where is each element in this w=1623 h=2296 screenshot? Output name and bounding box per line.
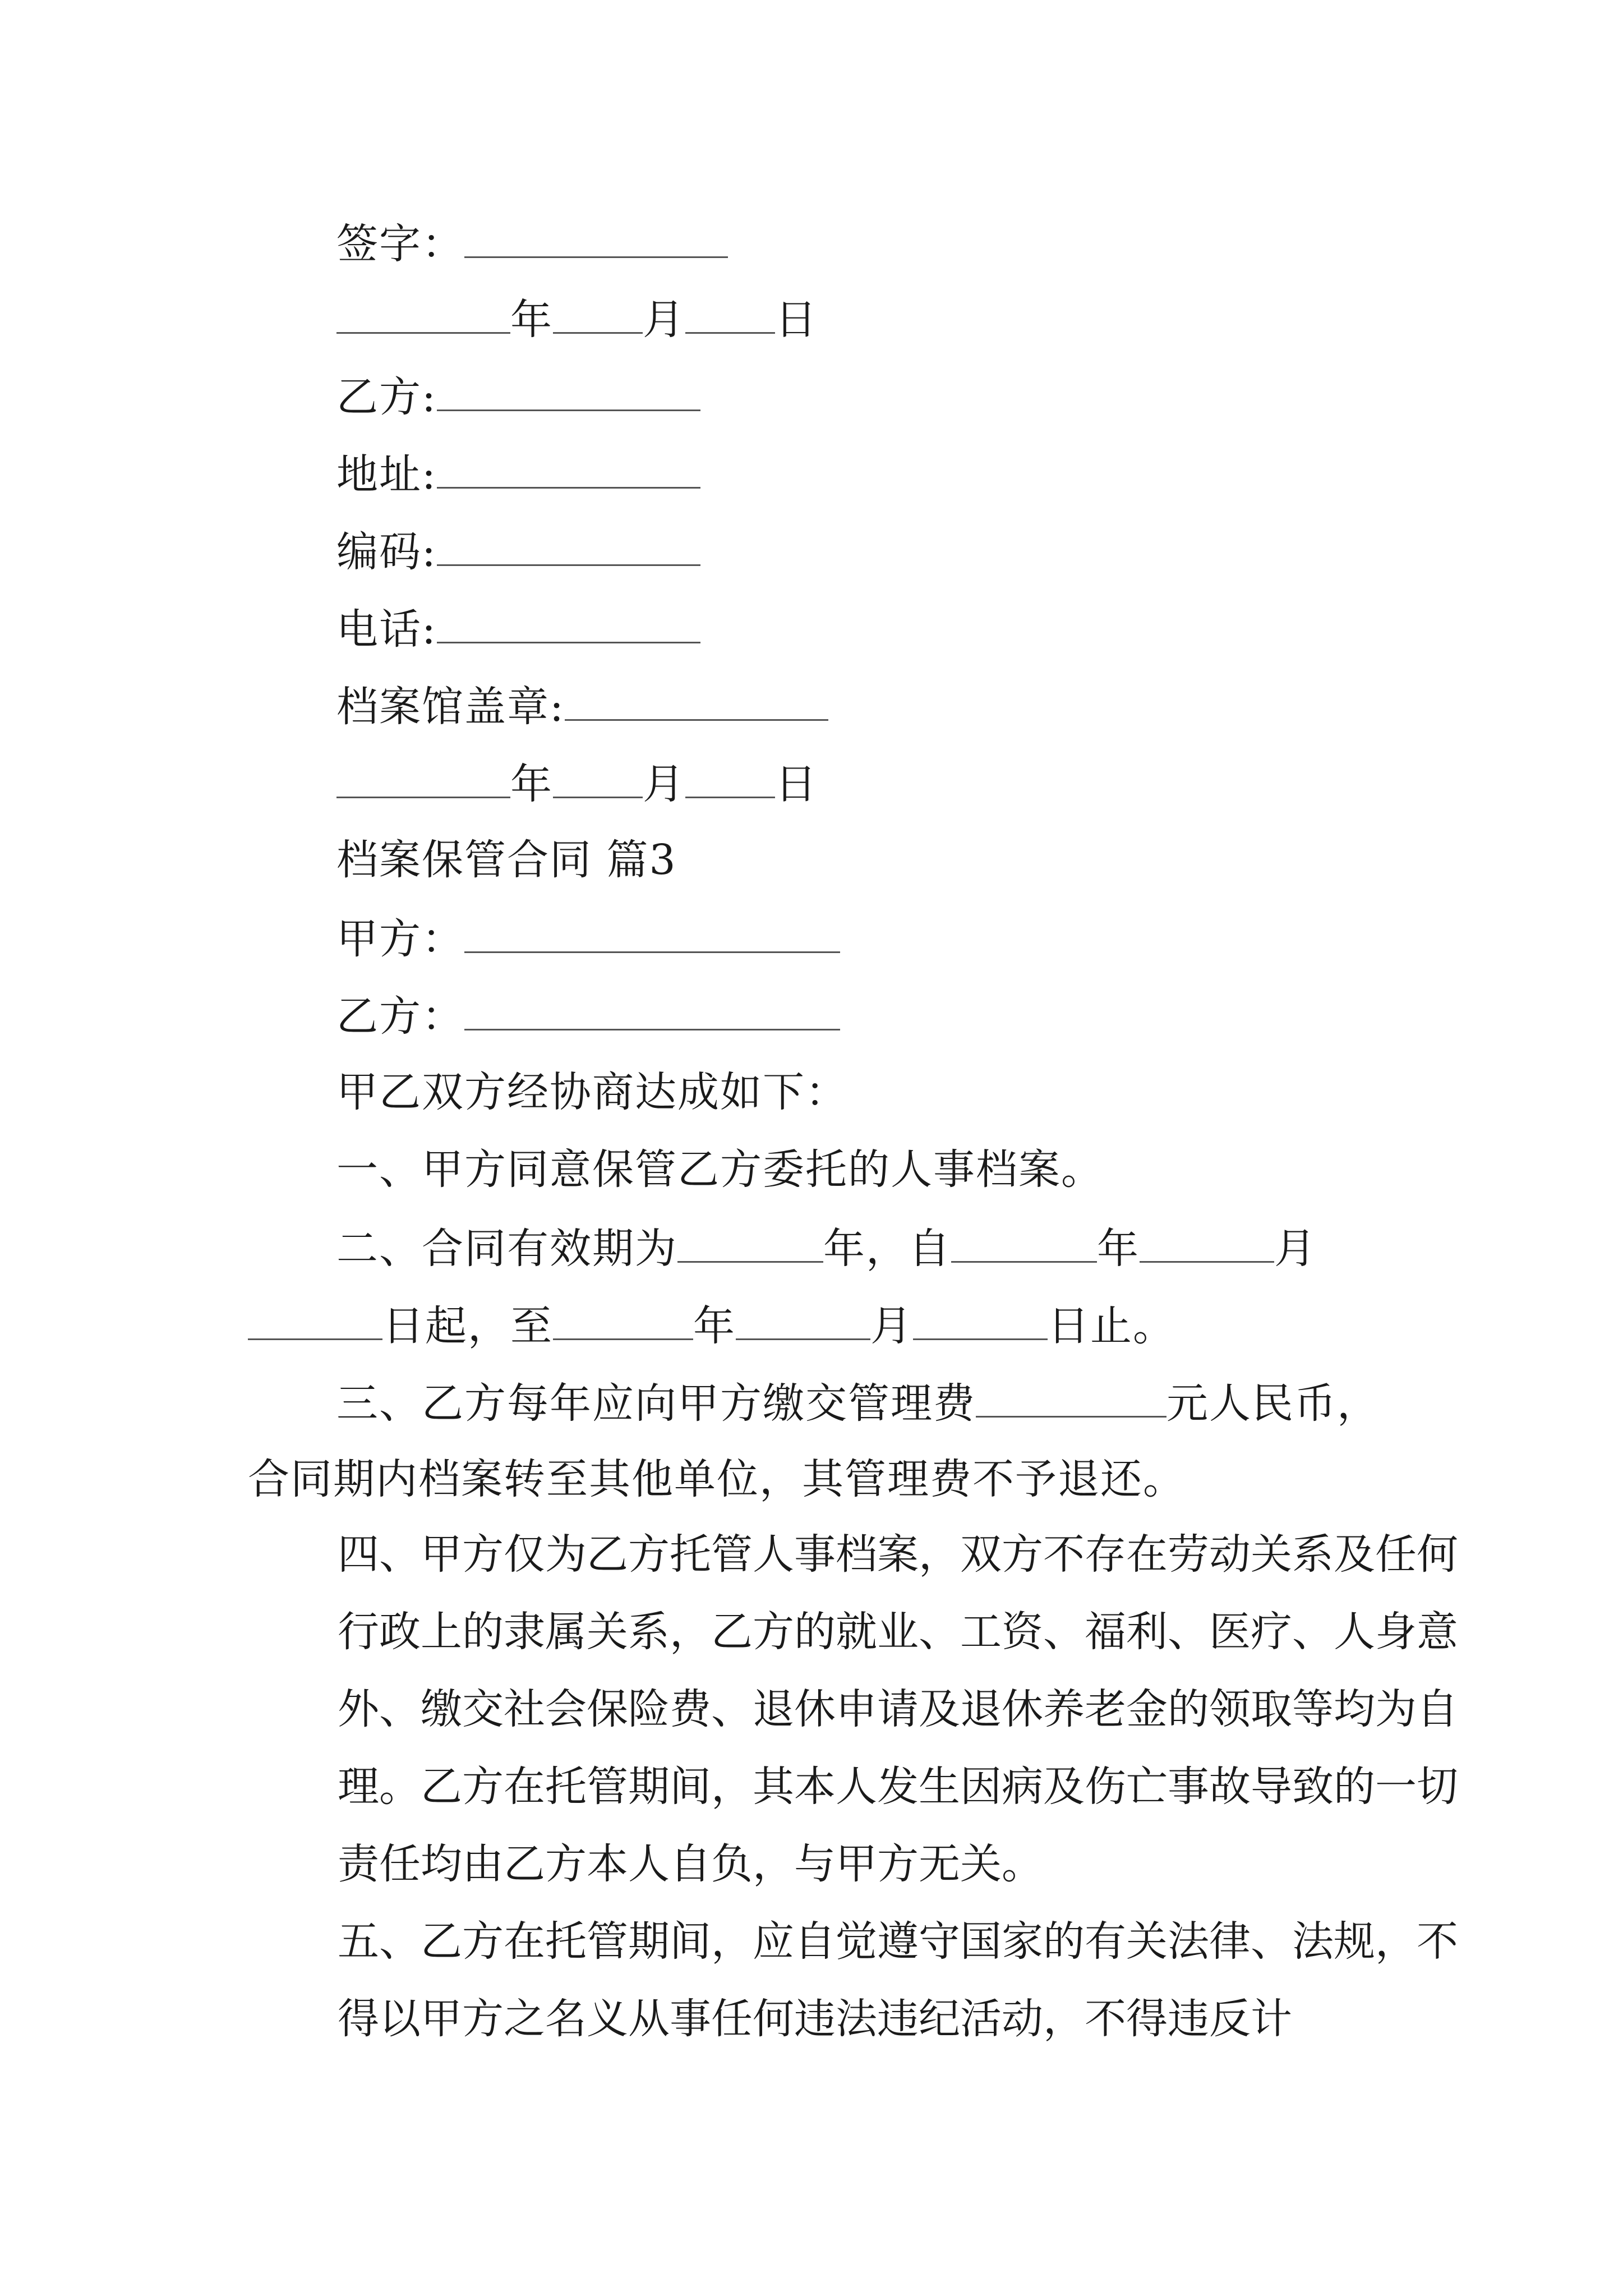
day-blank	[685, 762, 775, 798]
party-b-blank	[464, 994, 840, 1030]
archive-seal-label: 档案馆盖章:	[336, 683, 565, 731]
end-day-blank	[913, 1304, 1048, 1340]
fee-blank	[976, 1381, 1166, 1418]
party-a-label: 甲方：	[336, 915, 464, 963]
year-blank	[336, 762, 510, 798]
address-blank	[437, 452, 700, 489]
party-b-line-2	[336, 992, 840, 1041]
date-line-2	[336, 760, 818, 808]
month-blank	[553, 762, 643, 798]
clause-2-line-2	[248, 1302, 1175, 1350]
postcode-line	[336, 528, 700, 576]
party-b-line	[336, 373, 700, 421]
address-line	[336, 450, 700, 499]
intro-text: 甲乙双方经协商达成如下：	[336, 1068, 848, 1116]
archive-seal-line	[336, 683, 828, 731]
party-b-label: 乙方：	[336, 992, 464, 1041]
day-label: 日	[775, 296, 818, 344]
signature-blank	[464, 222, 728, 258]
clause-4: 四、甲方仅为乙方托管人事档案，双方不存在劳动关系及任何行政上的隶属关系，乙方的就业、工资、福利、医疗、人身意外、缴交社会保险费、退休申请及退休养老金的领取等均为自理。乙方在托管期间，其本人发生因病及伤亡事故导致的一切责任均由乙方本人自负，与甲方无关。	[338, 1530, 1458, 1888]
phone-label: 电话:	[336, 605, 437, 654]
date-line-1	[336, 296, 818, 344]
phone-blank	[437, 607, 700, 643]
month-label: 月	[643, 296, 685, 344]
start-month-blank	[1140, 1226, 1274, 1263]
clause-2-month-end: 月	[870, 1302, 913, 1350]
party-b-label: 乙方:	[336, 373, 437, 421]
clause-3-suffix: 元人民币，	[1166, 1379, 1380, 1428]
address-label: 地址:	[336, 450, 437, 499]
party-b-blank	[437, 375, 700, 411]
clause-1: 一、甲方同意保管乙方委托的人事档案。	[336, 1145, 1104, 1194]
clause-2-year-from: 年，自	[823, 1225, 951, 1273]
clause-3-line-2: 合同期内档案转至其他单位，其管理费不予退还。	[248, 1455, 1186, 1503]
clause-2-end: 日止。	[1048, 1302, 1175, 1350]
signature-label: 签字：	[336, 220, 464, 268]
clause-2-day-start: 日起，至	[382, 1302, 553, 1350]
clause-2-line-1	[336, 1225, 1317, 1273]
year-label: 年	[510, 760, 553, 808]
postcode-blank	[437, 530, 700, 566]
month-label: 月	[643, 760, 685, 808]
end-month-blank	[736, 1304, 870, 1340]
day-blank	[685, 297, 775, 334]
archive-seal-blank	[565, 684, 828, 721]
day-label: 日	[775, 760, 818, 808]
clause-3-line-1	[336, 1379, 1380, 1428]
party-a-blank	[464, 917, 840, 953]
year-label: 年	[510, 296, 553, 344]
phone-line	[336, 605, 700, 654]
month-blank	[553, 297, 643, 334]
clause-5: 五、乙方在托管期间，应自觉遵守国家的有关法律、法规，不得以甲方之名义从事任何违法违纪活动，不得违反计	[338, 1917, 1458, 2043]
term-years-blank	[677, 1226, 823, 1263]
signature-line	[336, 220, 728, 268]
year-blank	[336, 297, 510, 334]
start-year-blank	[951, 1226, 1097, 1263]
clause-2-year: 年	[1097, 1225, 1140, 1273]
clause-3-prefix: 三、乙方每年应向甲方缴交管理费	[336, 1379, 976, 1428]
contract-title: 档案保管合同 篇3	[336, 836, 677, 884]
clause-2-prefix: 二、合同有效期为	[336, 1225, 677, 1273]
clause-2-month: 月	[1274, 1225, 1317, 1273]
party-a-line	[336, 915, 840, 963]
postcode-label: 编码:	[336, 528, 437, 576]
clause-2-year-end: 年	[693, 1302, 736, 1350]
end-year-blank	[553, 1304, 693, 1340]
start-day-blank	[248, 1304, 382, 1340]
